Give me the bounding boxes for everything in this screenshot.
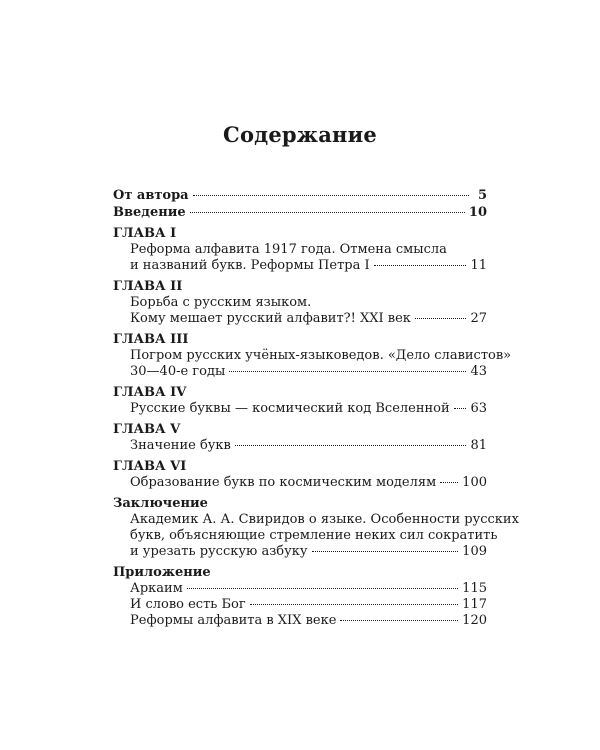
toc-entry-label: От автора xyxy=(113,188,189,203)
toc-page-number: 11 xyxy=(470,258,487,273)
dot-leader xyxy=(340,620,458,621)
toc-entry-text: Погром русских учёных-языковедов. «Дело славистов» xyxy=(130,348,512,363)
dot-leader xyxy=(235,445,467,446)
toc-entry-text: Кому мешает русский алфавит?! XXI век xyxy=(130,311,411,326)
toc-page-number: 10 xyxy=(468,205,487,220)
chapter-heading: ГЛАВА IV xyxy=(113,385,187,400)
toc-entry-introduction[interactable] xyxy=(113,205,487,221)
toc-entry-text: Значение букв xyxy=(130,438,231,453)
toc-page-number: 109 xyxy=(462,544,487,559)
toc-entry-text: Аркаим xyxy=(130,581,183,596)
toc-entry-text: Реформа алфавита 1917 года. Отмена смысла xyxy=(130,242,447,257)
toc-page-number: 5 xyxy=(477,188,487,203)
toc-entry-text: Реформы алфавита в XIX веке xyxy=(130,613,337,628)
toc-entry-appendix xyxy=(113,565,487,629)
section-heading: Заключение xyxy=(113,496,208,511)
chapter-heading: ГЛАВА VI xyxy=(113,459,187,474)
toc-entry-text: и урезать русскую азбуку xyxy=(130,544,308,559)
toc-entry-text: И слово есть Бог xyxy=(130,597,246,612)
toc-entry-chapter-4[interactable] xyxy=(113,385,487,417)
toc-entry-from-author[interactable] xyxy=(113,188,487,204)
toc-entry-text: Образование букв по космическим моделям xyxy=(130,475,437,490)
toc-subentry-alphabet-reforms[interactable] xyxy=(113,613,487,629)
toc-entry-chapter-2[interactable] xyxy=(113,279,487,327)
dot-leader xyxy=(229,371,466,372)
dot-leader xyxy=(312,551,459,552)
toc-page-number: 43 xyxy=(470,364,487,379)
dot-leader xyxy=(190,212,465,213)
toc-page-number: 120 xyxy=(462,613,487,628)
toc-entry-chapter-3[interactable] xyxy=(113,332,512,380)
dot-leader xyxy=(193,195,469,196)
page-title: Содержание xyxy=(223,122,377,147)
toc-entry-conclusion[interactable] xyxy=(113,496,519,560)
toc-entry-text: 30—40-е годы xyxy=(130,364,226,379)
toc-page-number: 27 xyxy=(470,311,487,326)
toc-page-number: 100 xyxy=(462,475,487,490)
chapter-heading: ГЛАВА II xyxy=(113,279,183,294)
toc-page-number: 117 xyxy=(462,597,487,612)
toc-entry-text: букв, объясняющие стремление неких сил сократить xyxy=(130,528,498,543)
dot-leader xyxy=(454,408,467,409)
dot-leader xyxy=(374,265,467,266)
toc-subentry-word-is-god[interactable] xyxy=(113,597,487,613)
dot-leader xyxy=(187,588,458,589)
toc-entry-chapter-1[interactable] xyxy=(113,226,487,274)
table-of-contents xyxy=(113,188,519,629)
dot-leader xyxy=(440,482,458,483)
toc-entry-label: Введение xyxy=(113,205,186,220)
toc-entry-text: Русские буквы — космический код Вселенной xyxy=(130,401,450,416)
dot-leader xyxy=(415,318,467,319)
toc-page-number: 115 xyxy=(462,581,487,596)
chapter-heading: ГЛАВА V xyxy=(113,422,181,437)
toc-page-number: 81 xyxy=(470,438,487,453)
chapter-heading: ГЛАВА I xyxy=(113,226,177,241)
toc-entry-text: и названий букв. Реформы Петра I xyxy=(130,258,370,273)
toc-entry-text: Борьба с русским языком. xyxy=(130,295,312,310)
section-heading: Приложение xyxy=(113,565,211,580)
toc-page-number: 63 xyxy=(470,401,487,416)
toc-entry-text: Академик А. А. Свиридов о языке. Особенности русских xyxy=(130,512,519,527)
toc-entry-chapter-5[interactable] xyxy=(113,422,487,454)
toc-entry-chapter-6[interactable] xyxy=(113,459,487,491)
toc-subentry-arkaim[interactable] xyxy=(113,581,487,597)
dot-leader xyxy=(250,604,458,605)
chapter-heading: ГЛАВА III xyxy=(113,332,189,347)
